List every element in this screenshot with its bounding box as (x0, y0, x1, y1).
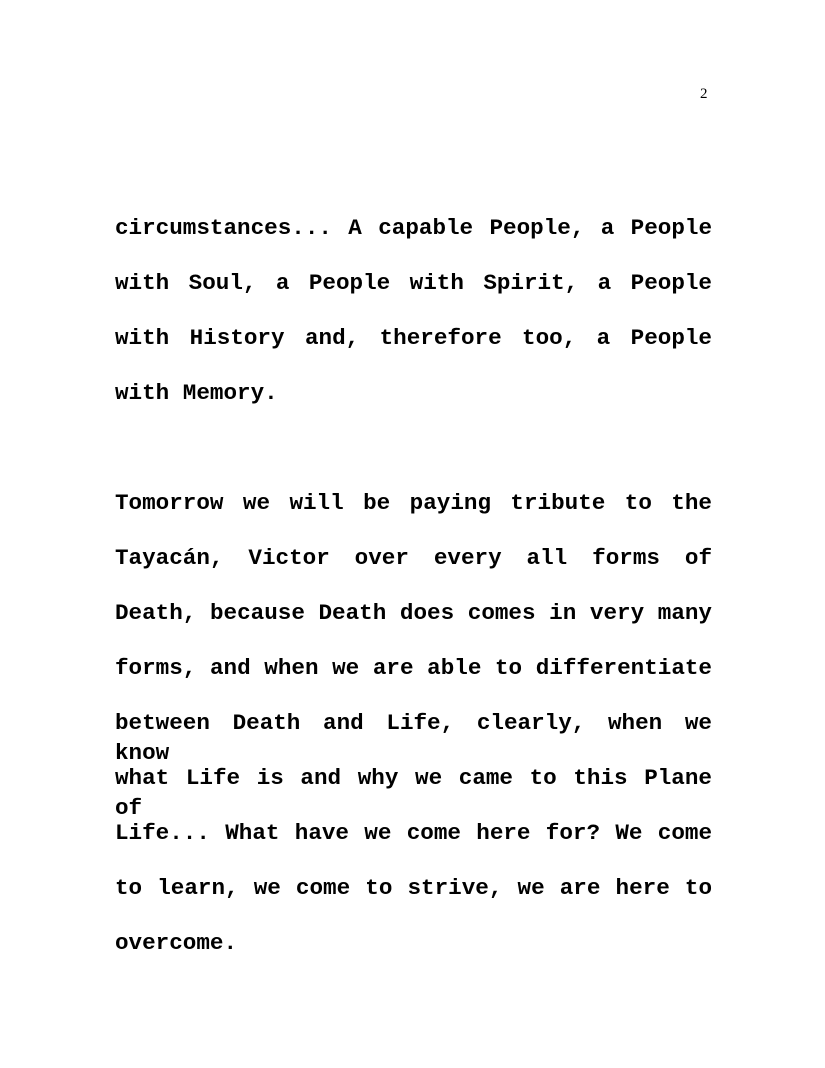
page-number: 2 (700, 86, 708, 102)
paragraph-2-line: overcome. (115, 930, 238, 956)
paragraph-1-line: with Soul, a People with Spirit, a People (115, 270, 712, 296)
paragraph-1-line: with Memory. (115, 380, 278, 406)
paragraph-1-line: with History and, therefore too, a People (115, 325, 712, 351)
paragraph-2-line: Tomorrow we will be paying tribute to the (115, 490, 712, 516)
paragraph-2-line: forms, and when we are able to differentiate (115, 655, 712, 681)
paragraph-2-line: between Death and Life, clearly, when we know (115, 710, 712, 766)
paragraph-2-line: to learn, we come to strive, we are here to (115, 875, 712, 901)
paragraph-2-line: what Life is and why we came to this Plane of (115, 765, 712, 821)
paragraph-2-line: Death, because Death does comes in very many (115, 600, 712, 626)
paragraph-1-line: circumstances... A capable People, a People (115, 215, 712, 241)
paragraph-2-line: Tayacán, Victor over every all forms of (115, 545, 712, 571)
paragraph-2-line: Life... What have we come here for? We come (115, 820, 712, 846)
